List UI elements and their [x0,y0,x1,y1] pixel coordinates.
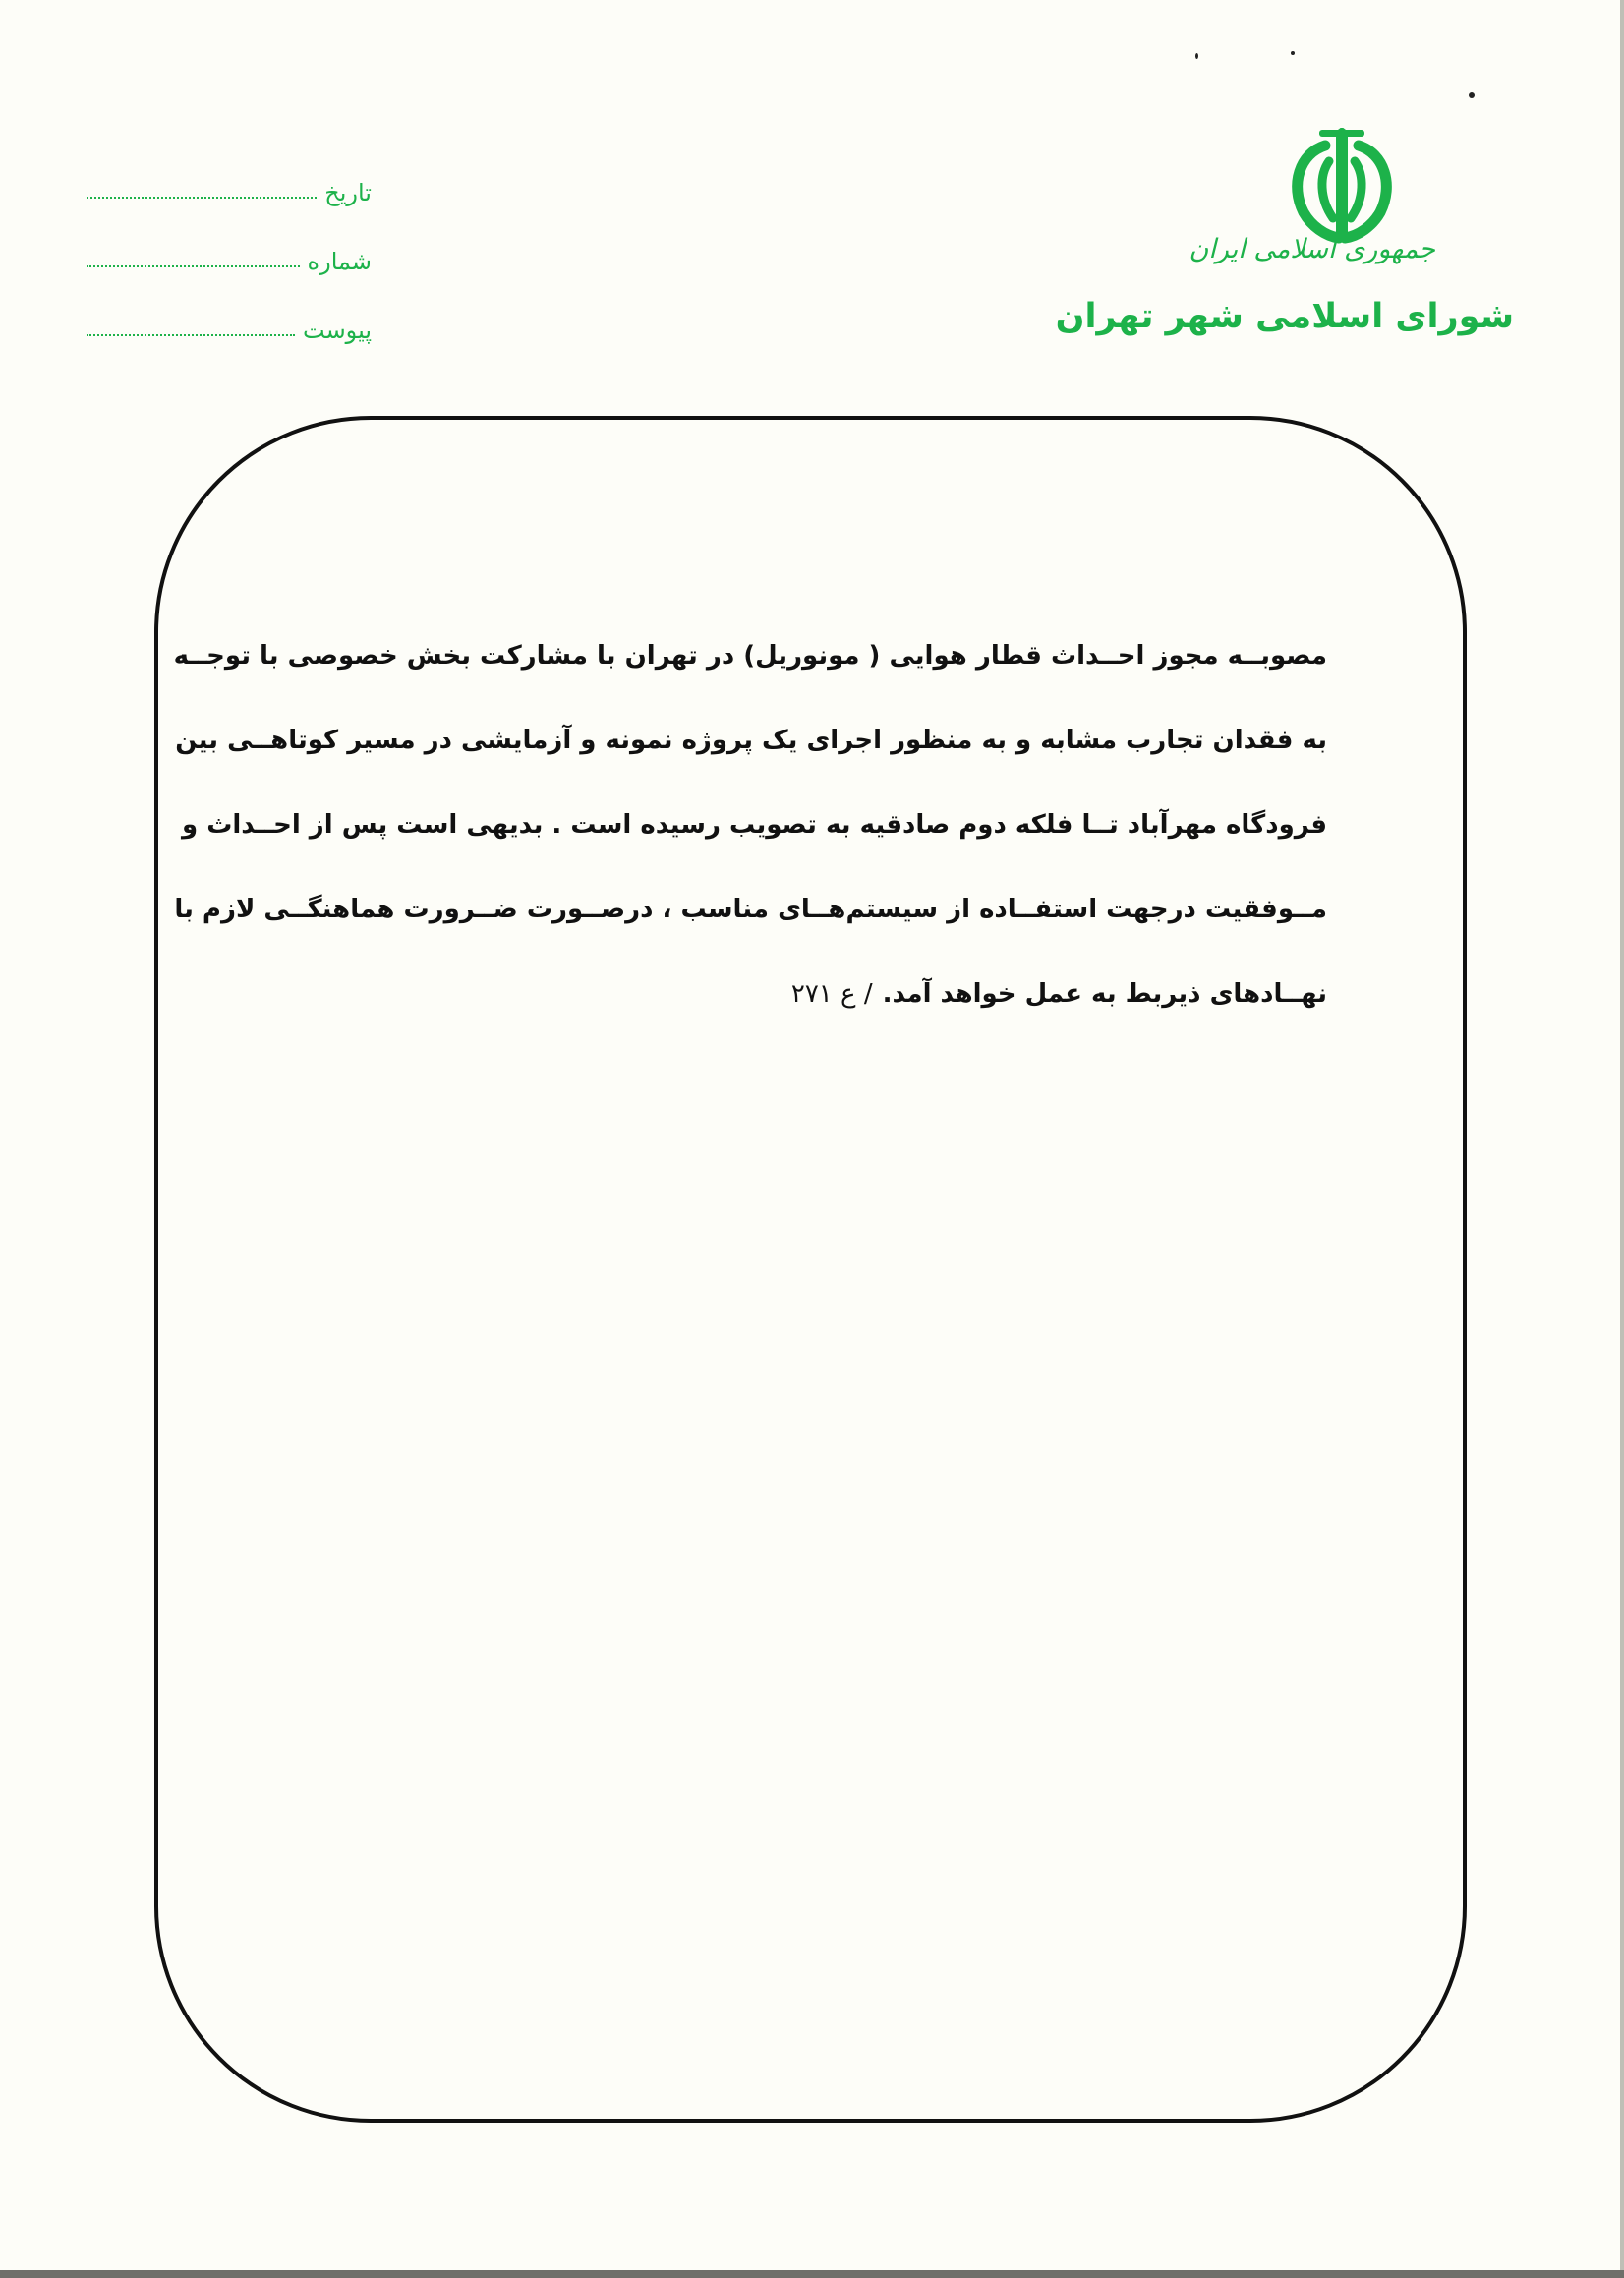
organization-name: شورای اسلامی شهر تهران [1055,297,1514,336]
date-dotted-line [87,197,317,199]
attachment-field [87,309,372,352]
scan-edge [1620,0,1624,2278]
republic-title: جمهوری اسلامی ایران [1189,234,1435,264]
number-label: شماره [307,248,372,275]
body-line: فرودگاه مهرآباد تــا فلکه دوم صادقیه به تصویب رسیده است . بدیهی است پس از احــداث و [182,810,1327,840]
scan-speck [1291,51,1295,55]
number-field [87,240,372,283]
body-line-final-text: نهــادهای ذیربط به عمل خواهد آمد. [882,979,1327,1009]
scan-speck [1469,92,1475,98]
body-line: به فقدان تجارب مشابه و به منظور اجرای یک پروژه نمونه و آزمایشی در مسیر کوتاهــی بین [175,726,1327,755]
reference-code: / ع ۲۷۱ [790,979,873,1009]
body-line: مصوبــه مجوز احــداث قطار هوایی ( مونوریل) در تهران با مشارکت بخش خصوصی با توجــه [173,641,1327,671]
attachment-dotted-line [87,334,295,336]
attachment-label: پیوست [303,317,372,344]
resolution-text [173,624,1327,1047]
body-line-final [236,963,1327,1047]
date-label: تاریخ [324,179,372,206]
scan-speck [1195,53,1198,59]
number-dotted-line [87,265,300,267]
scan-bottom-edge [0,2270,1624,2278]
date-field [87,171,372,214]
body-line: مــوفقیت درجهت استفــاده از سیستم‌هــای مناسب ، درصــورت ضــرورت هماهنگــی لازم با [174,895,1327,924]
